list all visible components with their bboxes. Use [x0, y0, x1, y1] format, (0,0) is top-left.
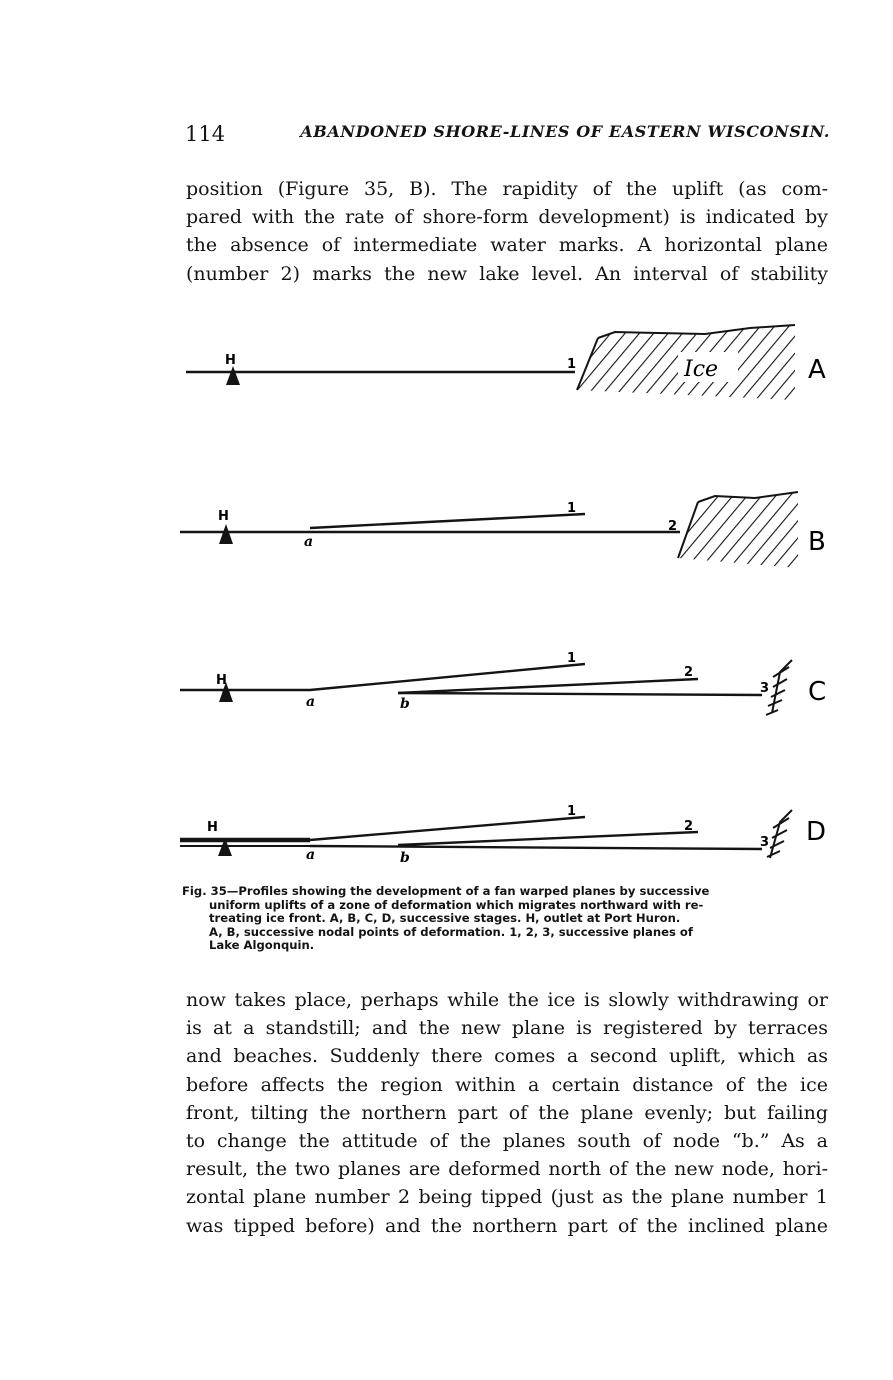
ice-front — [766, 660, 792, 715]
outlet-label: H — [207, 820, 218, 835]
text-line: result, the two planes are deformed north of the new node, hori- — [186, 1158, 828, 1181]
caption-line: Fig. 35—Profiles showing the development of a fan warped planes by successive — [182, 884, 710, 898]
text-line: now takes place, perhaps while the ice is slowly withdrawing or — [186, 989, 828, 1011]
plane-label: 1 — [567, 501, 577, 516]
profile-panel-b — [180, 488, 826, 572]
outlet-label: H — [218, 509, 229, 524]
plane-1-line — [310, 514, 585, 528]
figure-35-profiles — [170, 310, 850, 870]
plane-label: 1 — [567, 804, 577, 819]
caption-line: uniform uplifts of a zone of deformation which migrates northward with re- — [209, 897, 704, 912]
stage-label: C — [808, 677, 827, 707]
node-label: b — [400, 696, 410, 712]
plane-3-line — [310, 846, 762, 849]
plane-label: 2 — [684, 819, 694, 834]
profile-panel-a — [186, 320, 826, 405]
text-line: (number 2) marks the new lake level. An interval of stability — [186, 262, 828, 285]
outlet-label: H — [216, 673, 227, 688]
outlet-triangle — [226, 366, 240, 385]
plane-label: 3 — [760, 835, 770, 850]
page-number: 114 — [185, 122, 226, 146]
plane-1-line — [310, 817, 585, 840]
text-line: the absence of intermediate water marks. A horizontal plane — [186, 234, 828, 257]
ice-sheet — [670, 488, 802, 572]
outlet-label: H — [225, 353, 236, 368]
plane-2-line — [398, 832, 698, 845]
stage-label: B — [808, 527, 826, 557]
text-line: to change the attitude of the planes south of node “b.” As a — [186, 1129, 828, 1152]
ice-label: Ice — [684, 357, 719, 382]
outlet-triangle — [219, 524, 233, 544]
paragraph-top — [186, 175, 828, 288]
node-label: a — [304, 534, 314, 550]
plane-3-line — [398, 693, 762, 695]
figure-caption — [182, 885, 828, 953]
text-line: was tipped before) and the northern part of the inclined plane — [186, 1214, 828, 1237]
stage-label: A — [808, 355, 826, 385]
running-title: ABANDONED SHORE-LINES OF EASTERN WISCONSIN. — [300, 122, 830, 141]
plane-label: 2 — [668, 519, 678, 534]
text-line: position (Figure 35, B). The rapidity of the uplift (as com- — [186, 178, 828, 200]
text-line: and beaches. Suddenly there comes a second uplift, which as — [186, 1045, 828, 1068]
node-label: a — [306, 694, 316, 710]
ice-front — [767, 810, 792, 858]
text-line: before affects the region within a certain distance of the ice — [186, 1073, 828, 1096]
text-line: front, tilting the northern part of the plane evenly; but failing — [186, 1101, 828, 1124]
caption-line: Lake Algonquin. — [209, 938, 315, 953]
plane-2-line — [398, 679, 698, 693]
plane-label: 2 — [684, 665, 694, 680]
plane-label: 1 — [567, 357, 577, 372]
page-header — [185, 118, 830, 148]
node-label: b — [400, 850, 410, 866]
plane-label: 3 — [760, 681, 770, 696]
paragraph-bottom — [186, 986, 828, 1240]
text-line: pared with the rate of shore-form development) is indicated by — [186, 206, 828, 229]
text-line: zontal plane number 2 being tipped (just as the plane number 1 — [186, 1186, 828, 1209]
stage-label: D — [806, 817, 827, 847]
caption-line: treating ice front. A, B, C, D, successive stages. H, outlet at Port Huron. — [209, 911, 681, 926]
node-label: a — [306, 847, 316, 863]
caption-line: A, B, successive nodal points of deformation. 1, 2, 3, successive planes of — [209, 924, 693, 939]
profile-panel-c — [180, 651, 826, 715]
profile-panel-d — [180, 804, 826, 866]
plane-label: 1 — [567, 651, 577, 666]
text-line: is at a standstill; and the new plane is registered by terraces — [186, 1017, 828, 1040]
